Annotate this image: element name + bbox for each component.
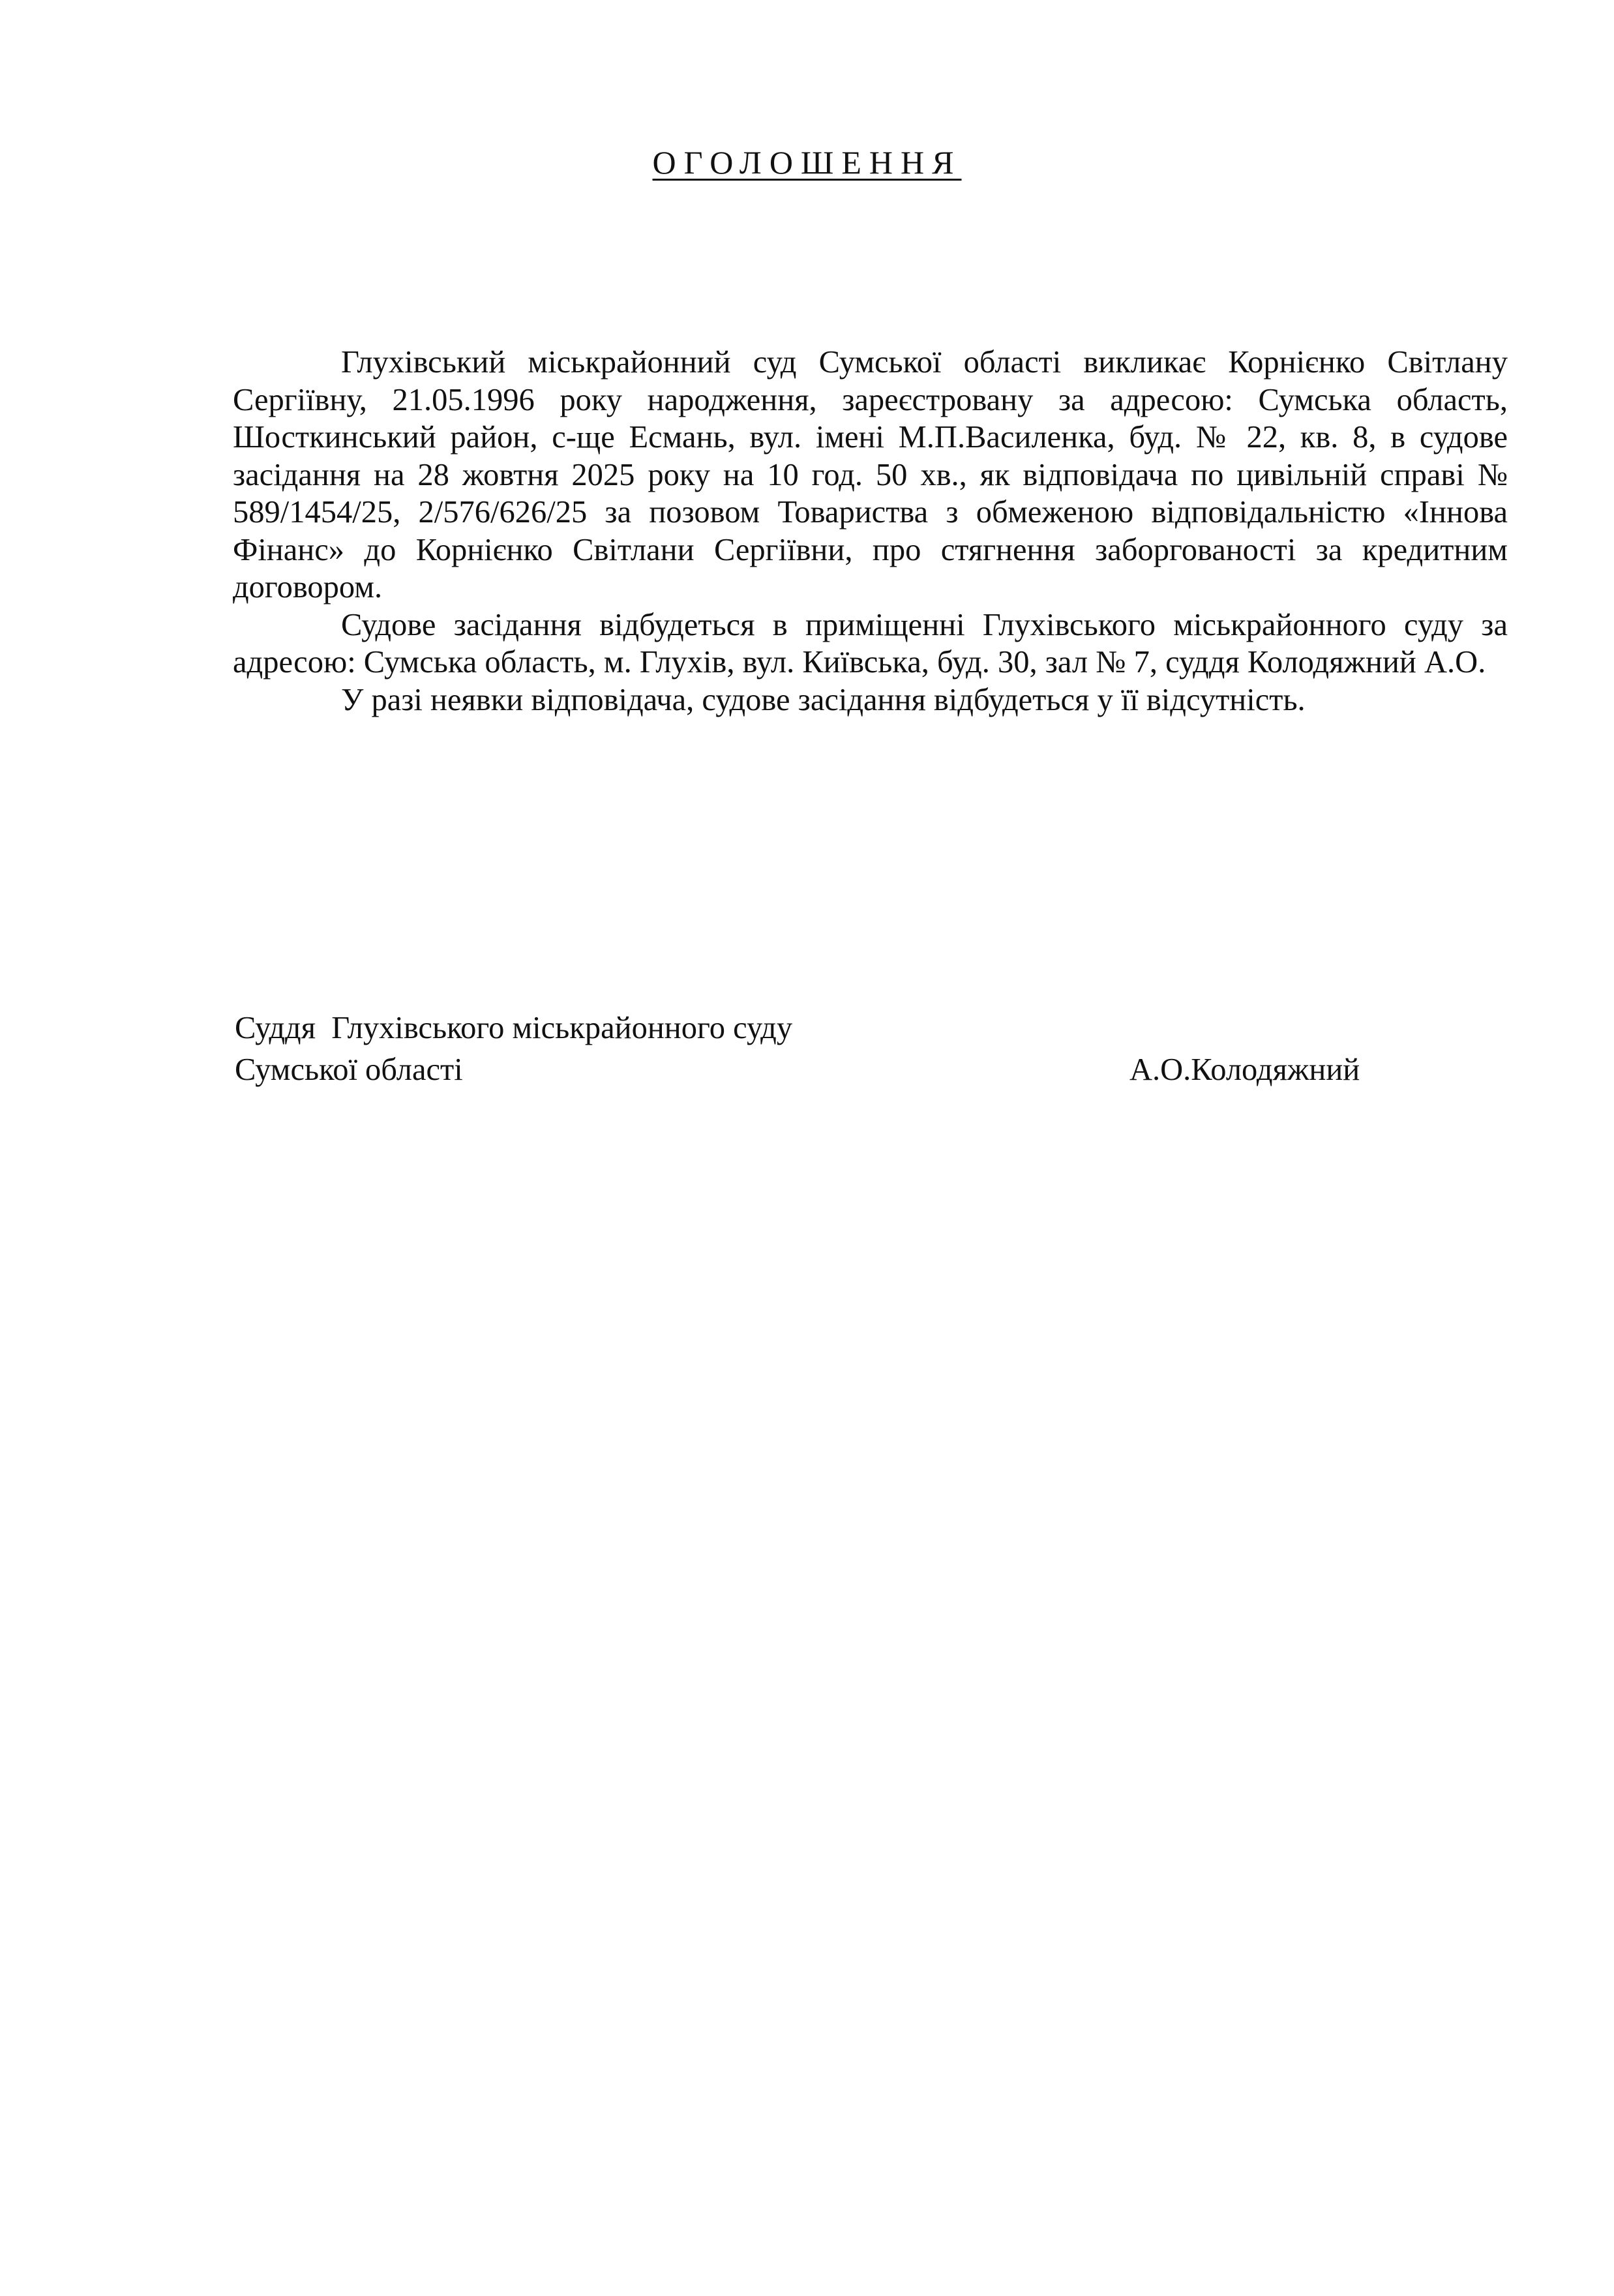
document-body: [233, 344, 1508, 719]
signature-position-line1: Суддя Глухівського міськрайонного суду: [235, 1011, 793, 1045]
paragraph-summons: Глухівський міськрайонний суд Сумської області викликає Корнієнко Світлану Сергіївну, 21.05.1996 року народження, зареєстровану за адресою: Сумська область, Шосткинський район, с-ще Есмань, вул. імені М.П.Василенка, буд. № 22, кв. 8, в судове засідання на 28 жовтня 2025 року на 10 год. 50 хв., як відповідача по цивільній справі № 589/1454/25, 2/576/626/25 за позовом Товариства з обмеженою відповідальністю «Іннова Фінанс» до Корнієнко Світлани Сергіївни, про стягнення заборгованості за кредитним договором.: [233, 345, 1508, 604]
signature-name: А.О.Колодяжний: [1129, 1052, 1360, 1087]
paragraph-absence: У разі неявки відповідача, судове засідання відбудеться у її відсутність.: [341, 682, 1306, 717]
document-title: ОГОЛОШЕННЯ: [652, 144, 962, 181]
paragraph-venue: Судове засідання відбудеться в приміщенні Глухівського міськрайонного суду за адресою: Сумська область, м. Глухів, вул. Київська, буд. 30, зал № 7, суддя Колодяжний А.О.: [233, 607, 1508, 679]
signature-position-line2: Сумської області: [235, 1052, 463, 1087]
